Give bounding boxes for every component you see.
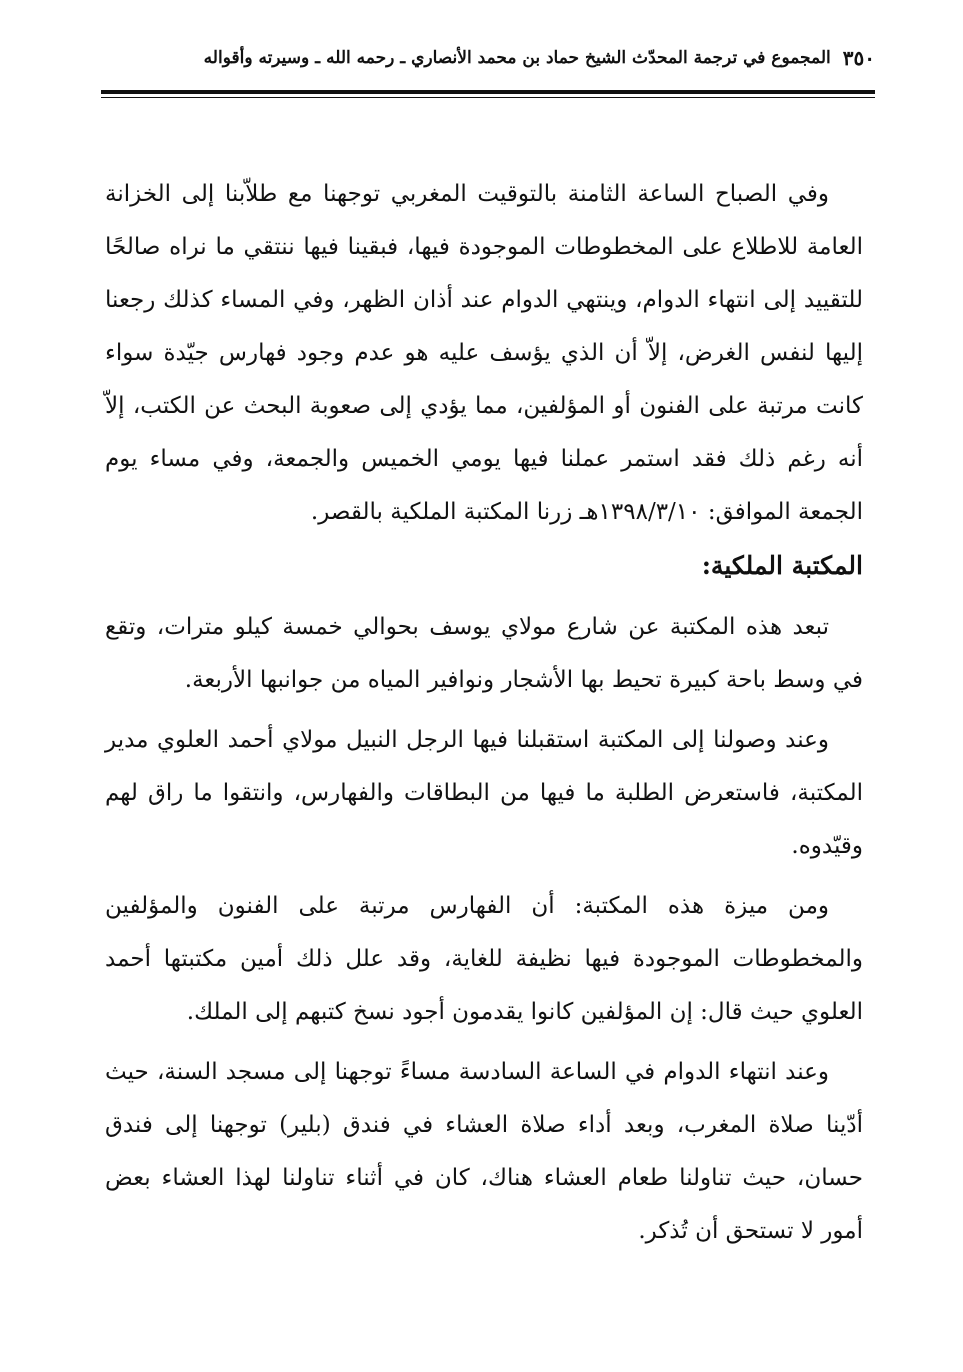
header-rule-thick [101,90,875,94]
paragraph-4: ومن ميزة هذه المكتبة: أن الفهارس مرتبة على الفنون والمؤلفين والمخطوطات الموجودة فيها نظيفة للغاية، وقد علل ذلك أمين مكتبتها أحمد العلوي حيث قال: إن المؤلفين كانوا يقدمون أجود نسخ كتبهم إلى الملك. [105,893,863,1025]
page-number: ٣٥٠ [842,46,875,70]
header-rule-thin [101,97,875,98]
running-title: المجموع في ترجمة المحدّث الشيخ حماد بن محمد الأنصاري ـ رحمه الله ـ وسيرته وأقواله [203,48,831,68]
page-body [105,168,863,1258]
page-header [101,38,875,78]
paragraph-3: وعند وصولنا إلى المكتبة استقبلنا فيها الرجل النبيل مولاي أحمد العلوي مدير المكتبة، فاستعرض الطلبة ما فيها من البطاقات والفهارس، وانتقوا ما راق لهم وقيّدوه. [105,727,863,859]
paragraph-2: تبعد هذه المكتبة عن شارع مولاي يوسف بحوالي خمسة كيلو مترات، وتقع في وسط باحة كبيرة تحيط بها الأشجار ونوافير المياه من جوانبها الأربعة. [105,614,863,693]
paragraph-5: وعند انتهاء الدوام في الساعة السادسة مساءً توجهنا إلى مسجد السنة، حيث أدّينا صلاة المغرب، وبعد أداء صلاة العشاء في فندق (بلير) توجهنا إلى فندق حسان، حيث تناولنا طعام العشاء هناك، كان في أثناء تناولنا لهذا العشاء بعض أمور لا تستحق أن تُذكر. [105,1059,863,1244]
paragraph-1: وفي الصباح الساعة الثامنة بالتوقيت المغربي توجهنا مع طلاّبنا إلى الخزانة العامة للاطلاع على المخطوطات الموجودة فيها، فبقينا فيها ننتقي ما نراه صالحًا للتقييد إلى انتهاء الدوام، وينتهي الدوام عند أذان الظهر، وفي المساء كذلك رجعنا إليها لنفس الغرض، إلاّ أن الذي يؤسف عليه هو عدم وجود فهارس جيّدة سواء كانت مرتبة على الفنون أو المؤلفين، مما يؤدي إلى صعوبة البحث عن الكتب، إلاّ أنه رغم ذلك فقد استمر عملنا فيها يومي الخميس والجمعة، وفي مساء يوم الجمعة الموافق: ١٣٩٨/٣/١٠هـ زرنا المكتبة الملكية بالقصر. [105,181,863,525]
section-heading: المكتبة الملكية: [701,551,863,580]
